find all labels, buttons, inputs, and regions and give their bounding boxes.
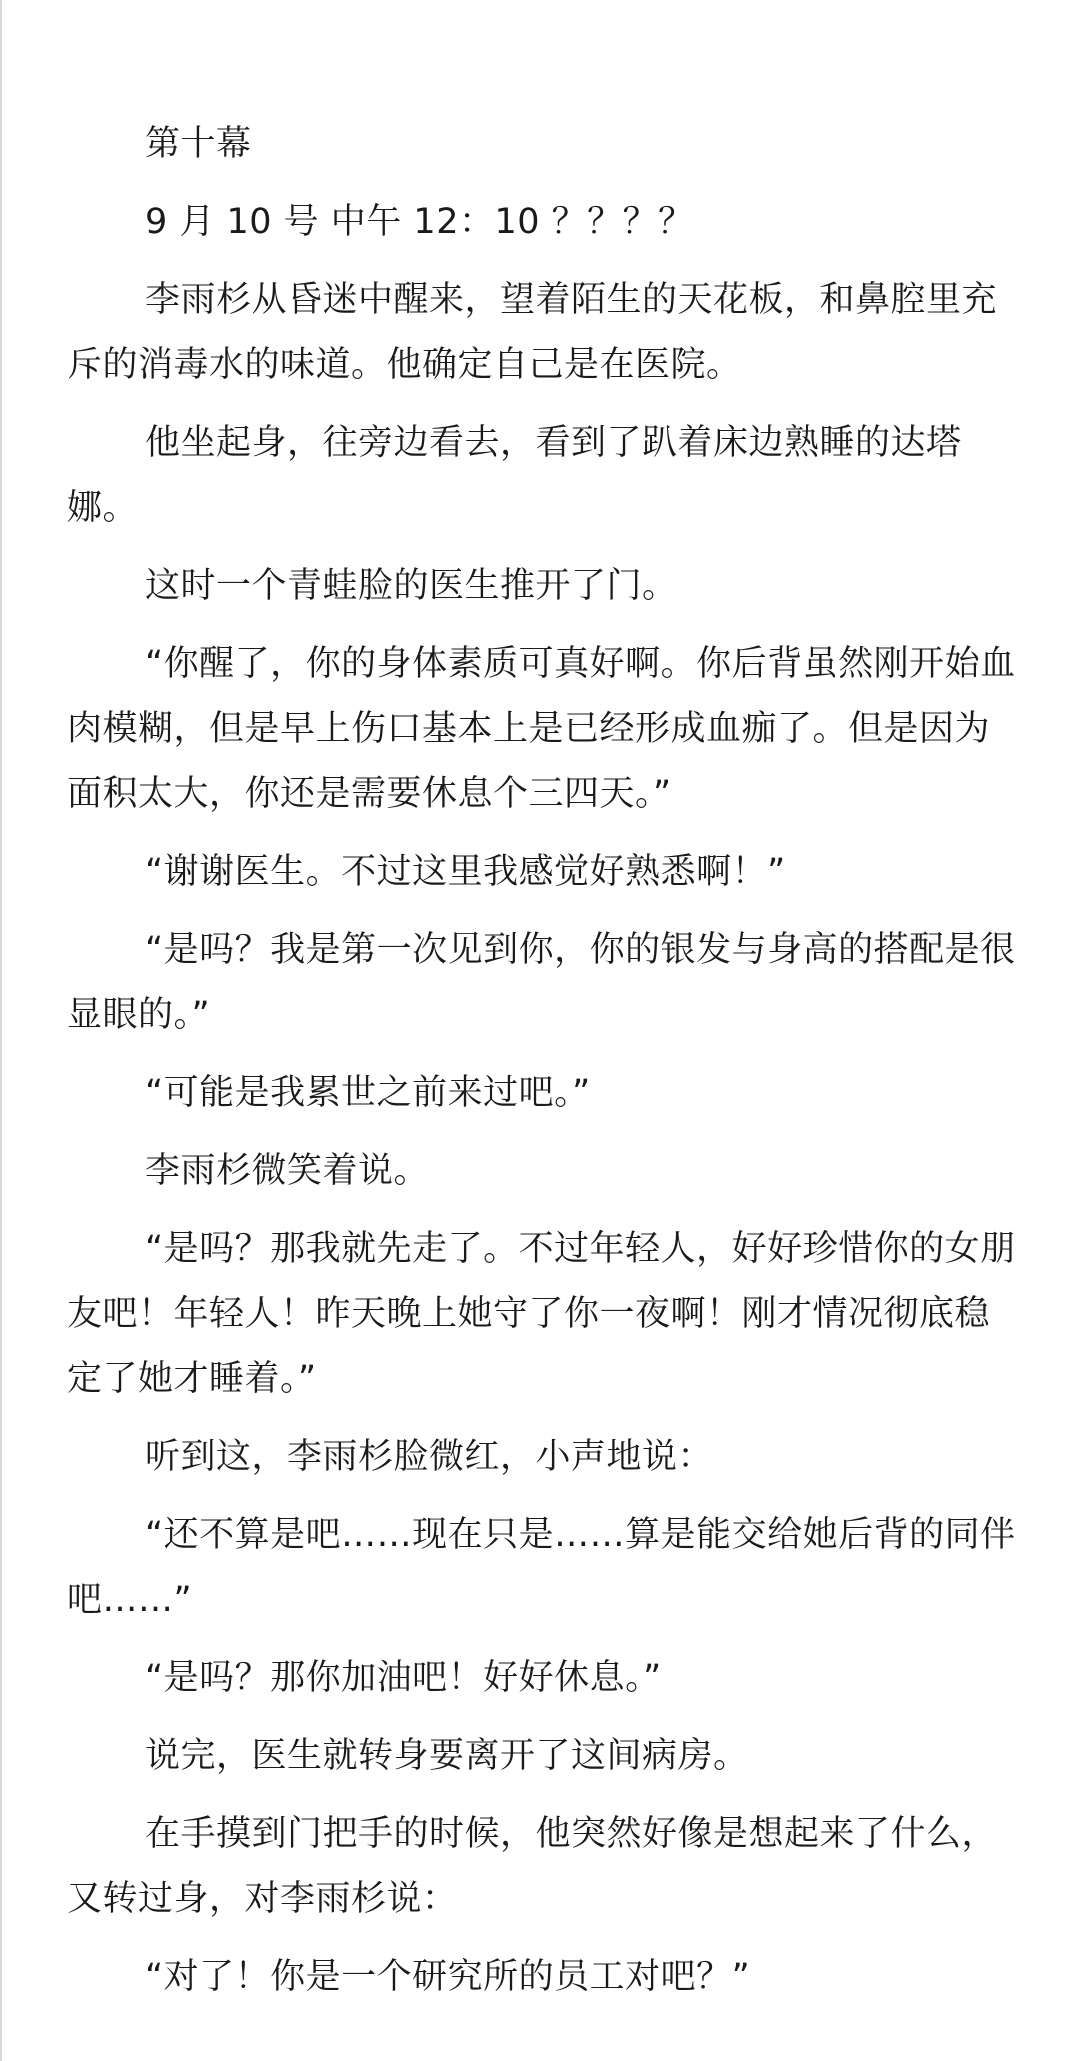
paragraph: “是吗？那你加油吧！好好休息。” xyxy=(145,1658,662,1698)
paragraph: “谢谢医生。不过这里我感觉好熟悉啊！” xyxy=(145,852,786,892)
paragraph: 说完，医生就转身要离开了这间病房。 xyxy=(145,1736,749,1776)
paragraph: 听到这，李雨杉脸微红，小声地说： xyxy=(145,1437,714,1477)
chapter-title: 第十幕 xyxy=(145,124,252,164)
paragraph: “对了！你是一个研究所的员工对吧？” xyxy=(145,1957,751,1997)
paragraph: “是吗？那我就先走了。不过年轻人，好好珍惜你的女朋友吧！年轻人！昨天晚上她守了你一夜啊！刚才情况彻底稳定了她才睡着。” xyxy=(67,1229,1016,1399)
paragraph: 李雨杉从昏迷中醒来，望着陌生的天花板，和鼻腔里充斥的消毒水的味道。他确定自己是在医院。 xyxy=(67,280,998,385)
chapter-text xyxy=(67,112,1017,2023)
paragraph: 他坐起身，往旁边看去，看到了趴着床边熟睡的达塔娜。 xyxy=(67,423,962,528)
paragraph: “你醒了，你的身体素质可真好啊。你后背虽然刚开始血肉模糊，但是早上伤口基本上是已经形成血痂了。但是因为面积太大，你还是需要休息个三四天。” xyxy=(67,644,1016,814)
timestamp-line: 9 月 10 号 中午 12：10 ？？？？ xyxy=(145,202,694,242)
paragraph: 李雨杉微笑着说。 xyxy=(145,1151,430,1191)
paragraph: “可能是我累世之前来过吧。” xyxy=(145,1073,591,1113)
paragraph: 在手摸到门把手的时候，他突然好像是想起来了什么，又转过身，对李雨杉说： xyxy=(67,1814,998,1919)
paragraph: “是吗？我是第一次见到你，你的银发与身高的搭配是很显眼的。” xyxy=(67,930,1016,1035)
paragraph: “还不算是吧……现在只是……算是能交给她后背的同伴吧……” xyxy=(67,1515,1016,1620)
page-edge-divider xyxy=(0,0,2,2061)
paragraph: 这时一个青蛙脸的医生推开了门。 xyxy=(145,566,678,606)
